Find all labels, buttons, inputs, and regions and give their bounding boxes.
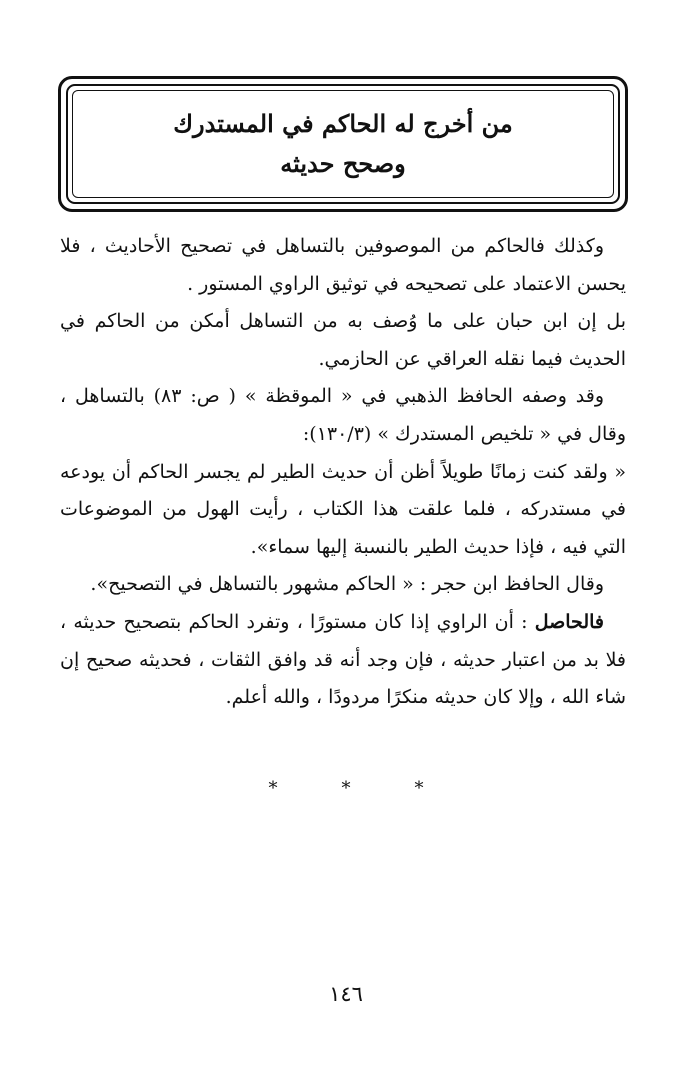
body-text [60, 228, 626, 717]
chapter-title-line-1: من أخرج له الحاكم في المستدرك [173, 109, 513, 138]
separator-star-1: * [414, 778, 424, 799]
chapter-title-box [72, 90, 614, 198]
chapter-title-frame-inner [66, 84, 620, 204]
chapter-title-frame [58, 76, 628, 212]
paragraph-5: وقال الحافظ ابن حجر : « الحاكم مشهور بالتساهل في التصحيح». [90, 573, 604, 596]
paragraph-2: بل إن ابن حبان على ما وُصف به من التساهل أمكن من الحاكم في الحديث فيما نقله العراقي عن الحازمي. [60, 310, 626, 370]
paragraph-4-quote: « ولقد كنت زمانًا طويلاً أظن أن حديث الطير لم يجسر الحاكم أن يودعه في مستدركه ، فلما علقت هذا الكتاب ، رأيت الهول من الموضوعات التي فيه ، فإذا حديث الطير بالنسبة إليها سماء». [60, 460, 626, 558]
page-number: ١٤٦ [329, 982, 363, 1006]
paragraph-3: وقد وصفه الحافظ الذهبي في « الموقظة » ( ص: ٨٣) بالتساهل ، وقال في « تلخيص المستدرك » (١٣٠/٣): [60, 385, 626, 445]
conclusion-lead-word: فالحاصل [534, 610, 604, 633]
chapter-title-line-2: وصحح حديثه [280, 149, 406, 178]
paragraph-1: وكذلك فالحاكم من الموصوفين بالتساهل في تصحيح الأحاديث ، فلا يحسن الاعتماد على تصحيحه في توثيق الراوي المستور . [60, 235, 626, 295]
section-separator [0, 778, 692, 799]
separator-star-3: * [268, 778, 278, 799]
separator-star-2: * [341, 778, 351, 799]
paragraph-6 [60, 604, 626, 717]
conclusion-text: : أن الراوي إذا كان مستورًا ، وتفرد الحاكم بتصحيح حديثه ، فلا بد من اعتبار حديثه ، فإن وجد أنه قد وافق الثقات ، فحديثه صحيح إن شاء الله ، وإلا كان حديثه منكرًا مردودًا ، والله أعلم. [60, 610, 626, 709]
